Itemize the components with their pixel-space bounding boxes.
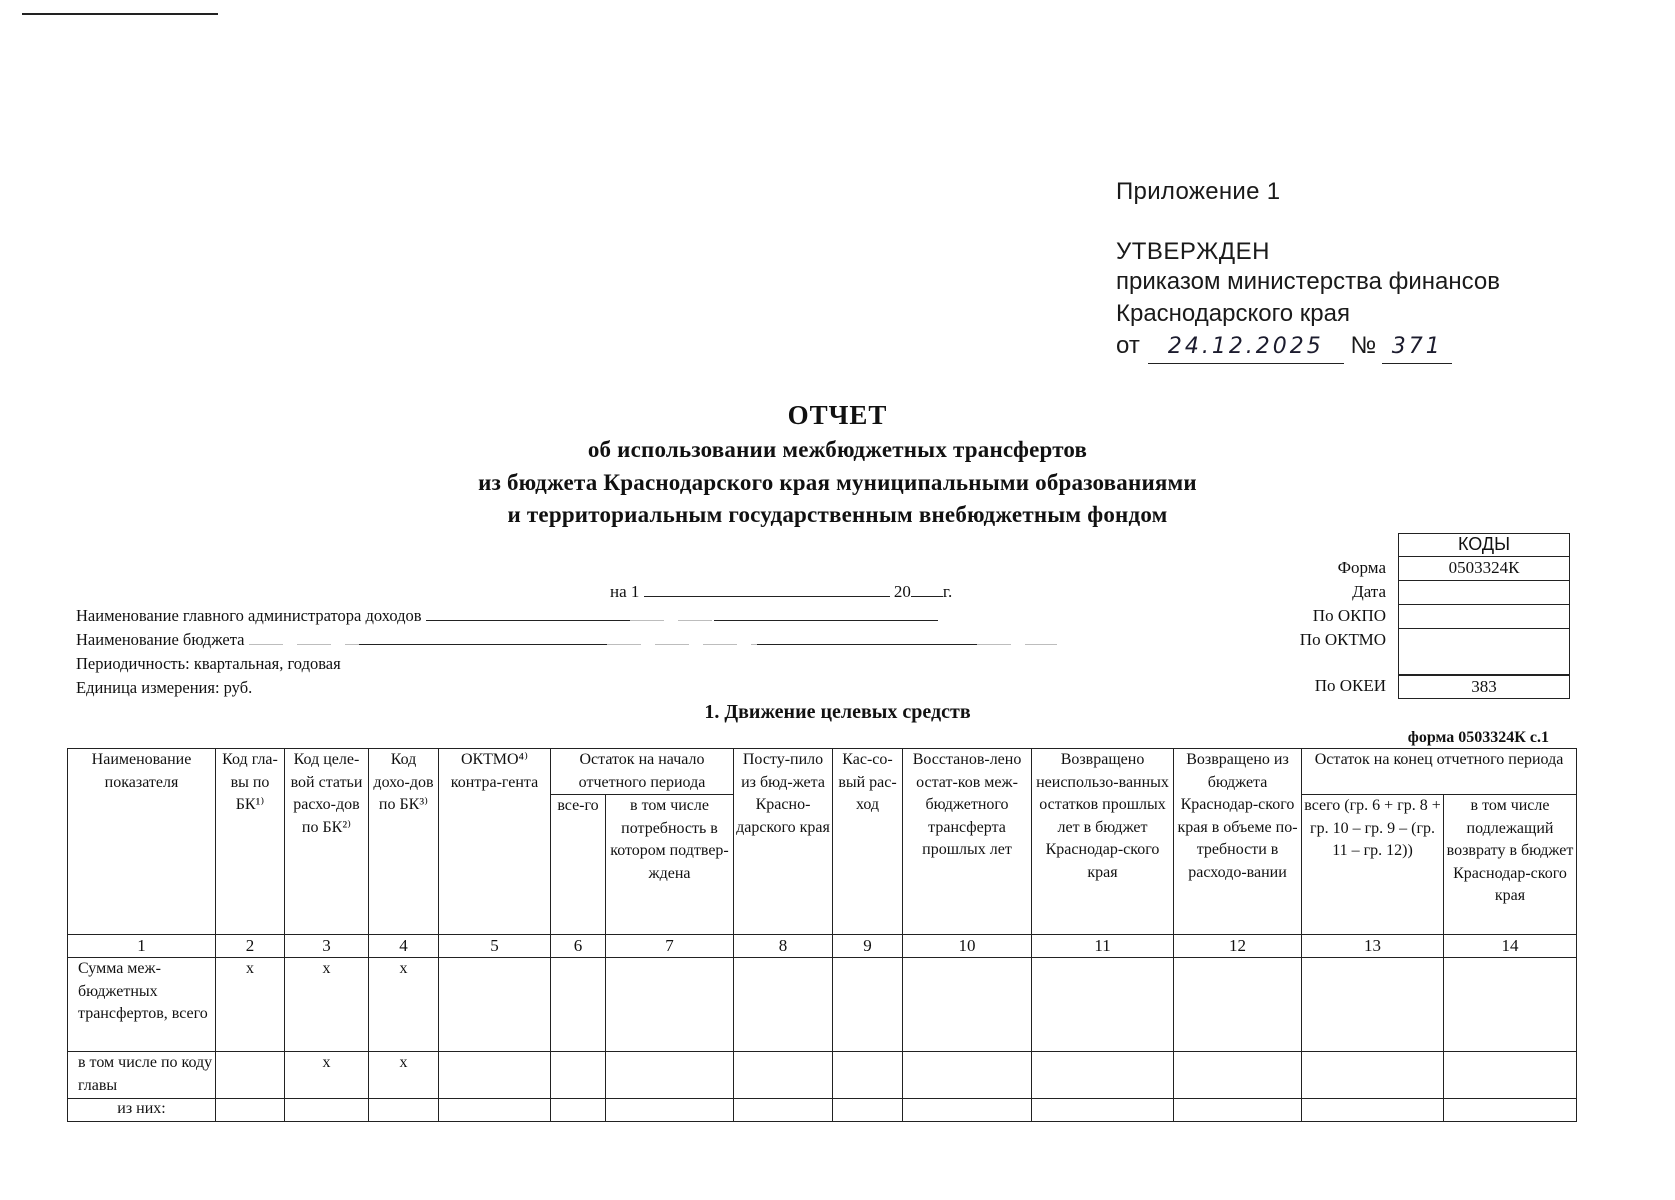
codes-row-date [1352,581,1570,605]
periodicity-line: Периодичность: квартальная, годовая [76,654,341,673]
row-cell[interactable] [439,958,551,1052]
col-header-received: Посту-пило из бюд-жета Красно-дарского края [734,749,833,935]
codes-label-oktmo: По ОКТМО [1299,630,1386,649]
row-cell[interactable] [903,1099,1032,1122]
admin-blank-gap [630,607,714,621]
column-number: 3 [285,935,369,958]
col-header-indicator: Наименование показателя [68,749,216,935]
codes-label-date: Дата [1352,582,1386,601]
row-cell[interactable] [1444,958,1577,1052]
row-name: в том числе по коду главы [68,1052,216,1099]
budget-blank-1[interactable] [359,631,607,645]
row-cell-chapter-code[interactable] [216,1099,285,1122]
row-cell[interactable] [606,1052,734,1099]
codes-row-okpo [1312,605,1570,629]
admin-label: Наименование главного администратора доходов [76,606,422,625]
top-rule [22,13,218,15]
row-cell[interactable] [1174,1052,1302,1099]
codes-value-okei: 383 [1398,675,1570,699]
row-cell[interactable] [734,958,833,1052]
report-date-prefix: на 1 [610,582,640,601]
row-cell[interactable] [1032,1052,1174,1099]
column-number: 12 [1174,935,1302,958]
row-cell[interactable] [734,1052,833,1099]
admin-blank-1[interactable] [426,607,630,621]
column-number: 6 [551,935,606,958]
approval-date: 24.12.2025 [1148,331,1344,364]
approval-number: 371 [1382,331,1452,364]
row-cell[interactable] [606,958,734,1052]
approval-region-line: Краснодарского края [1116,300,1350,327]
row-cell-chapter-code: x [216,958,285,1052]
budget-blank-gap-2 [607,631,757,645]
column-number: 4 [369,935,439,958]
row-cell[interactable] [903,1052,1032,1099]
row-cell[interactable] [1302,958,1444,1052]
row-cell[interactable] [1302,1052,1444,1099]
codes-box [1299,557,1570,699]
row-cell-chapter-code[interactable] [216,1052,285,1099]
row-cell[interactable] [1444,1099,1577,1122]
approval-order-line: приказом министерства финансов [1116,268,1500,295]
budget-blank-gap-3 [977,631,1057,645]
row-cell[interactable] [1302,1099,1444,1122]
report-date-line [610,582,952,602]
report-subtitle-1: об использовании межбюджетных трансфертов [587,437,1088,462]
row-cell-target-code: x [285,958,369,1052]
codes-row-okei [1314,675,1570,699]
approval-from-prefix: от [1116,332,1140,359]
table-row [68,1099,1577,1122]
row-cell[interactable] [833,958,903,1052]
codes-row-form [1337,557,1570,581]
column-number: 7 [606,935,734,958]
codes-value-okpo [1398,605,1570,629]
approval-number-sign: № [1350,332,1377,359]
admin-line [76,606,938,626]
row-cell-target-code: x [285,1052,369,1099]
row-cell-income-code[interactable] [369,1099,439,1122]
approval-status: УТВЕРЖДЕН [1116,238,1270,265]
table-row [68,1052,1577,1099]
column-number: 5 [439,935,551,958]
row-cell[interactable] [1444,1052,1577,1099]
row-cell[interactable] [606,1099,734,1122]
codes-row-oktmo [1299,629,1570,675]
column-number: 8 [734,935,833,958]
approval-date-row [1116,330,1500,364]
codes-value-form: 0503324К [1398,557,1570,581]
col-header-restored: Восстанов-лено остат-ков меж-бюджетного трансферта прошлых лет [903,749,1032,935]
row-name: из них: [68,1099,216,1122]
report-year-suffix: г. [942,582,953,601]
unit-line: Единица измерения: руб. [76,678,253,697]
codes-value-oktmo [1398,629,1570,675]
col-header-oktmo: ОКТМО⁴⁾ контра-гента [439,749,551,935]
column-number: 11 [1032,935,1174,958]
column-number: 1 [68,935,216,958]
report-date-blank[interactable] [644,583,890,597]
section-title: 1. Движение целевых средств [704,701,971,723]
report-subtitle-3: и территориальным государственным внебюджетным фондом [507,502,1168,527]
row-cell[interactable] [439,1099,551,1122]
column-number: 10 [903,935,1032,958]
col-header-end-total: всего (гр. 6 + гр. 8 + гр. 10 – гр. 9 – (гр. 11 – гр. 12)) [1302,795,1444,935]
form-reference: форма 0503324К с.1 [1407,729,1549,746]
column-number: 13 [1302,935,1444,958]
row-cell[interactable] [1032,1099,1174,1122]
col-header-start-balance: Остаток на начало отчетного периода [551,749,734,795]
row-cell-income-code: x [369,958,439,1052]
col-header-target-code: Код целе-вой статьи расхо-дов по БК²⁾ [285,749,369,935]
report-year-blank[interactable] [911,583,943,597]
row-cell[interactable] [551,1099,606,1122]
row-cell[interactable] [551,958,606,1052]
report-title: ОТЧЕТ [787,400,888,430]
budget-line [76,630,1057,650]
approval-block [1116,178,1500,364]
codes-label-form: Форма [1337,558,1386,577]
col-header-returned-from-budget: Возвращено из бюджета Краснодар-ского края в объеме по-требности в расходо-вании [1174,749,1302,935]
admin-blank-2[interactable] [714,607,938,621]
row-cell[interactable] [903,958,1032,1052]
column-number: 14 [1444,935,1577,958]
col-header-start-total: все-го [551,795,606,935]
column-numbers-row [68,935,1577,958]
codes-label-okei: По ОКЕИ [1314,676,1386,695]
row-cell[interactable] [833,1099,903,1122]
table-row [68,958,1577,1052]
codes-header: КОДЫ [1398,533,1570,557]
column-number: 9 [833,935,903,958]
budget-label: Наименование бюджета [76,630,245,649]
codes-value-date [1398,581,1570,605]
report-year-prefix: 20 [893,582,911,601]
col-header-start-confirmed: в том числе потребность в котором подтвер-ждена [606,795,734,935]
row-cell[interactable] [833,1052,903,1099]
column-number: 2 [216,935,285,958]
budget-blank-2[interactable] [757,631,977,645]
row-cell[interactable] [551,1052,606,1099]
row-cell[interactable] [1174,1099,1302,1122]
row-cell-income-code: x [369,1052,439,1099]
col-header-end-balance: Остаток на конец отчетного периода [1302,749,1577,795]
row-cell[interactable] [1174,958,1302,1052]
row-cell[interactable] [1032,958,1174,1052]
appendix-label: Приложение 1 [1116,178,1281,205]
row-cell-target-code[interactable] [285,1099,369,1122]
transfers-table [67,748,1577,1122]
budget-blank-gap-1 [249,631,359,645]
col-header-cash-expense: Кас-со-вый рас-ход [833,749,903,935]
col-header-returned-unused: Возвращено неиспользо-ванных остатков прошлых лет в бюджет Краснодар-ского края [1032,749,1174,935]
codes-label-okpo: По ОКПО [1312,606,1386,625]
row-cell[interactable] [734,1099,833,1122]
col-header-end-to-return: в том числе подлежащий возврату в бюджет Краснодар-ского края [1444,795,1577,935]
col-header-income-code: Код дохо-дов по БК³⁾ [369,749,439,935]
report-subtitle-2: из бюджета Краснодарского края муниципальными образованиями [478,470,1197,495]
row-cell[interactable] [439,1052,551,1099]
row-name: Сумма меж-бюджетных трансфертов, всего [68,958,216,1052]
col-header-chapter-code: Код гла-вы по БК¹⁾ [216,749,285,935]
